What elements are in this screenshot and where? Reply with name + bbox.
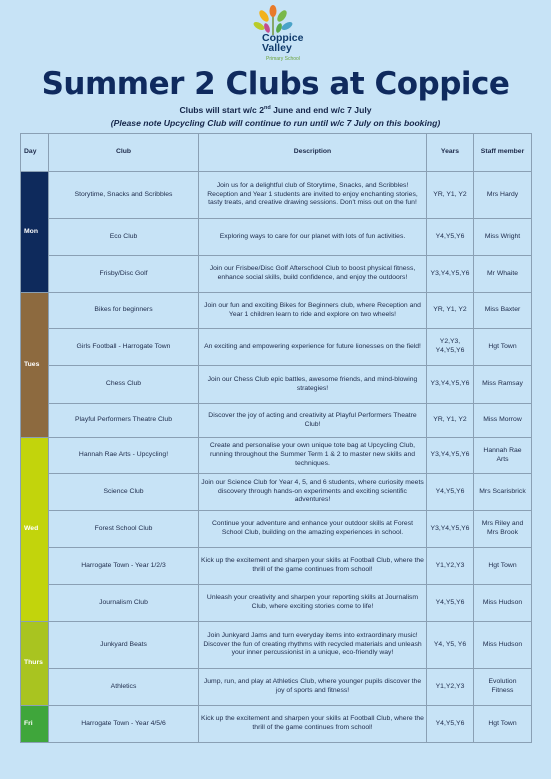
club-staff: Miss Baxter: [474, 293, 532, 329]
club-description: Unleash your creativity and sharpen your reporting skills at Journalism Club, where exciting stories come to life!: [199, 585, 427, 622]
table-row: [21, 404, 532, 438]
club-description: Kick up the excitement and sharpen your skills at Football Club, where the thrill of the game continues from school!: [199, 548, 427, 585]
table-row: [21, 585, 532, 622]
club-staff: Miss Hudson: [474, 585, 532, 622]
day-wednesday: Wed: [21, 438, 49, 622]
club-years: YR, Y1, Y2: [427, 172, 474, 219]
club-years: Y4,Y5,Y6: [427, 706, 474, 743]
table-header-row: [21, 134, 532, 172]
club-years: YR, Y1, Y2: [427, 293, 474, 329]
club-name: Science Club: [49, 474, 199, 511]
club-staff: Evolution Fitness: [474, 669, 532, 706]
header-staff: Staff member: [474, 134, 532, 172]
header-day: Day: [21, 134, 49, 172]
table-row: [21, 256, 532, 293]
table-row: [21, 366, 532, 404]
club-years: Y1,Y2,Y3: [427, 548, 474, 585]
club-staff: Miss Wright: [474, 219, 532, 256]
club-description: Continue your adventure and enhance your outdoor skills at Forest School Club, building on the amazing experiences in school.: [199, 511, 427, 548]
club-description: Join our Science Club for Year 4, 5, and 6 students, where curiosity meets discovery through hands-on experiments and exciting scientific adventures!: [199, 474, 427, 511]
table-row: [21, 474, 532, 511]
table-row: [21, 706, 532, 743]
table-row: [21, 669, 532, 706]
club-years: Y3,Y4,Y5,Y6: [427, 366, 474, 404]
club-name: Journalism Club: [49, 585, 199, 622]
club-years: Y4,Y5,Y6: [427, 474, 474, 511]
club-staff: Hgt Town: [474, 548, 532, 585]
club-name: Frisby/Disc Golf: [49, 256, 199, 293]
club-years: Y3,Y4,Y5,Y6: [427, 256, 474, 293]
day-thursday: Thurs: [21, 622, 49, 706]
club-name: Girls Football - Harrogate Town: [49, 329, 199, 366]
table-row: [21, 438, 532, 474]
upcycling-note: (Please note Upcycling Club will continue to run until w/c 7 July on this booking): [110, 118, 441, 128]
club-years: Y4, Y5, Y6: [427, 622, 474, 669]
club-name: Harrogate Town - Year 4/5/6: [49, 706, 199, 743]
club-staff: Hannah Rae Arts: [474, 438, 532, 474]
table-row: [21, 219, 532, 256]
club-description: Join Junkyard Jams and turn everyday items into extraordinary music! Discover the fun of creating rhythms with recycled materials and unleash your inner percussionist in a unique, eco-friendly way!: [199, 622, 427, 669]
club-years: Y1,Y2,Y3: [427, 669, 474, 706]
header-years: Years: [427, 134, 474, 172]
club-staff: Hgt Town: [474, 329, 532, 366]
club-name: Hannah Rae Arts - Upcycling!: [49, 438, 199, 474]
club-description: Kick up the excitement and sharpen your skills at Football Club, where the thrill of the game continues from school!: [199, 706, 427, 743]
club-staff: Mrs Riley and Mrs Brook: [474, 511, 532, 548]
club-description: Discover the joy of acting and creativity at Playful Performers Theatre Club!: [199, 404, 427, 438]
club-description: Jump, run, and play at Athletics Club, where younger pupils discover the joy of sports and fitness!: [199, 669, 427, 706]
dates-line: Clubs will start w/c 2nd June and end w/c 7 July: [179, 105, 372, 115]
club-description: Join our Chess Club epic battles, awesome friends, and mind-blowing strategies!: [199, 366, 427, 404]
day-monday: Mon: [21, 172, 49, 293]
club-description: Join us for a delightful club of Storytime, Snacks, and Scribbles! Reception and Year 1 students are invited to enjoy enchanting stories, tasty treats, and creative drawing sessions. Don't miss out on the fun!: [199, 172, 427, 219]
table-row: [21, 511, 532, 548]
club-years: YR, Y1, Y2: [427, 404, 474, 438]
club-name: Junkyard Beats: [49, 622, 199, 669]
club-staff: Mrs Hardy: [474, 172, 532, 219]
table-row: [21, 293, 532, 329]
club-description: Join our fun and exciting Bikes for Beginners club, where Reception and Year 1 children learn to ride and explore on two wheels!: [199, 293, 427, 329]
club-staff: Miss Hudson: [474, 622, 532, 669]
club-staff: Hgt Town: [474, 706, 532, 743]
club-years: Y2,Y3, Y4,Y5,Y6: [427, 329, 474, 366]
club-staff: Mrs Scarisbrick: [474, 474, 532, 511]
club-name: Athletics: [49, 669, 199, 706]
club-name: Eco Club: [49, 219, 199, 256]
club-staff: Miss Ramsay: [474, 366, 532, 404]
table-row: [21, 548, 532, 585]
table-row: [21, 172, 532, 219]
club-name: Chess Club: [49, 366, 199, 404]
club-name: Forest School Club: [49, 511, 199, 548]
club-name: Storytime, Snacks and Scribbles: [49, 172, 199, 219]
club-name: Harrogate Town - Year 1/2/3: [49, 548, 199, 585]
clubs-table: [20, 133, 532, 743]
club-years: Y4,Y5,Y6: [427, 219, 474, 256]
club-years: Y3,Y4,Y5,Y6: [427, 438, 474, 474]
day-tuesday: Tues: [21, 293, 49, 438]
school-name: Coppice Valley: [262, 32, 304, 54]
table-row: [21, 622, 532, 669]
header-description: Description: [199, 134, 427, 172]
club-staff: Mr Whaite: [474, 256, 532, 293]
club-description: Create and personalise your own unique tote bag at Upcycling Club, running throughout the Summer Term 1 & 2 to master new skills and techniques.: [199, 438, 427, 474]
school-logo: [240, 4, 315, 66]
page-title: Summer 2 Clubs at Coppice: [41, 66, 510, 102]
club-years: Y3,Y4,Y5,Y6: [427, 511, 474, 548]
club-years: Y4,Y5,Y6: [427, 585, 474, 622]
club-description: An exciting and empowering experience for future lionesses on the field!: [199, 329, 427, 366]
table-row: [21, 329, 532, 366]
school-subtitle: Primary School: [266, 56, 300, 62]
club-name: Bikes for beginners: [49, 293, 199, 329]
club-name: Playful Performers Theatre Club: [49, 404, 199, 438]
club-description: Exploring ways to care for our planet with lots of fun activities.: [199, 219, 427, 256]
club-staff: Miss Morrow: [474, 404, 532, 438]
header-club: Club: [49, 134, 199, 172]
club-description: Join our Frisbee/Disc Golf Afterschool Club to boost physical fitness, enhance social skills, build confidence, and enjoy the outdoors!: [199, 256, 427, 293]
day-friday: Fri: [21, 706, 49, 743]
